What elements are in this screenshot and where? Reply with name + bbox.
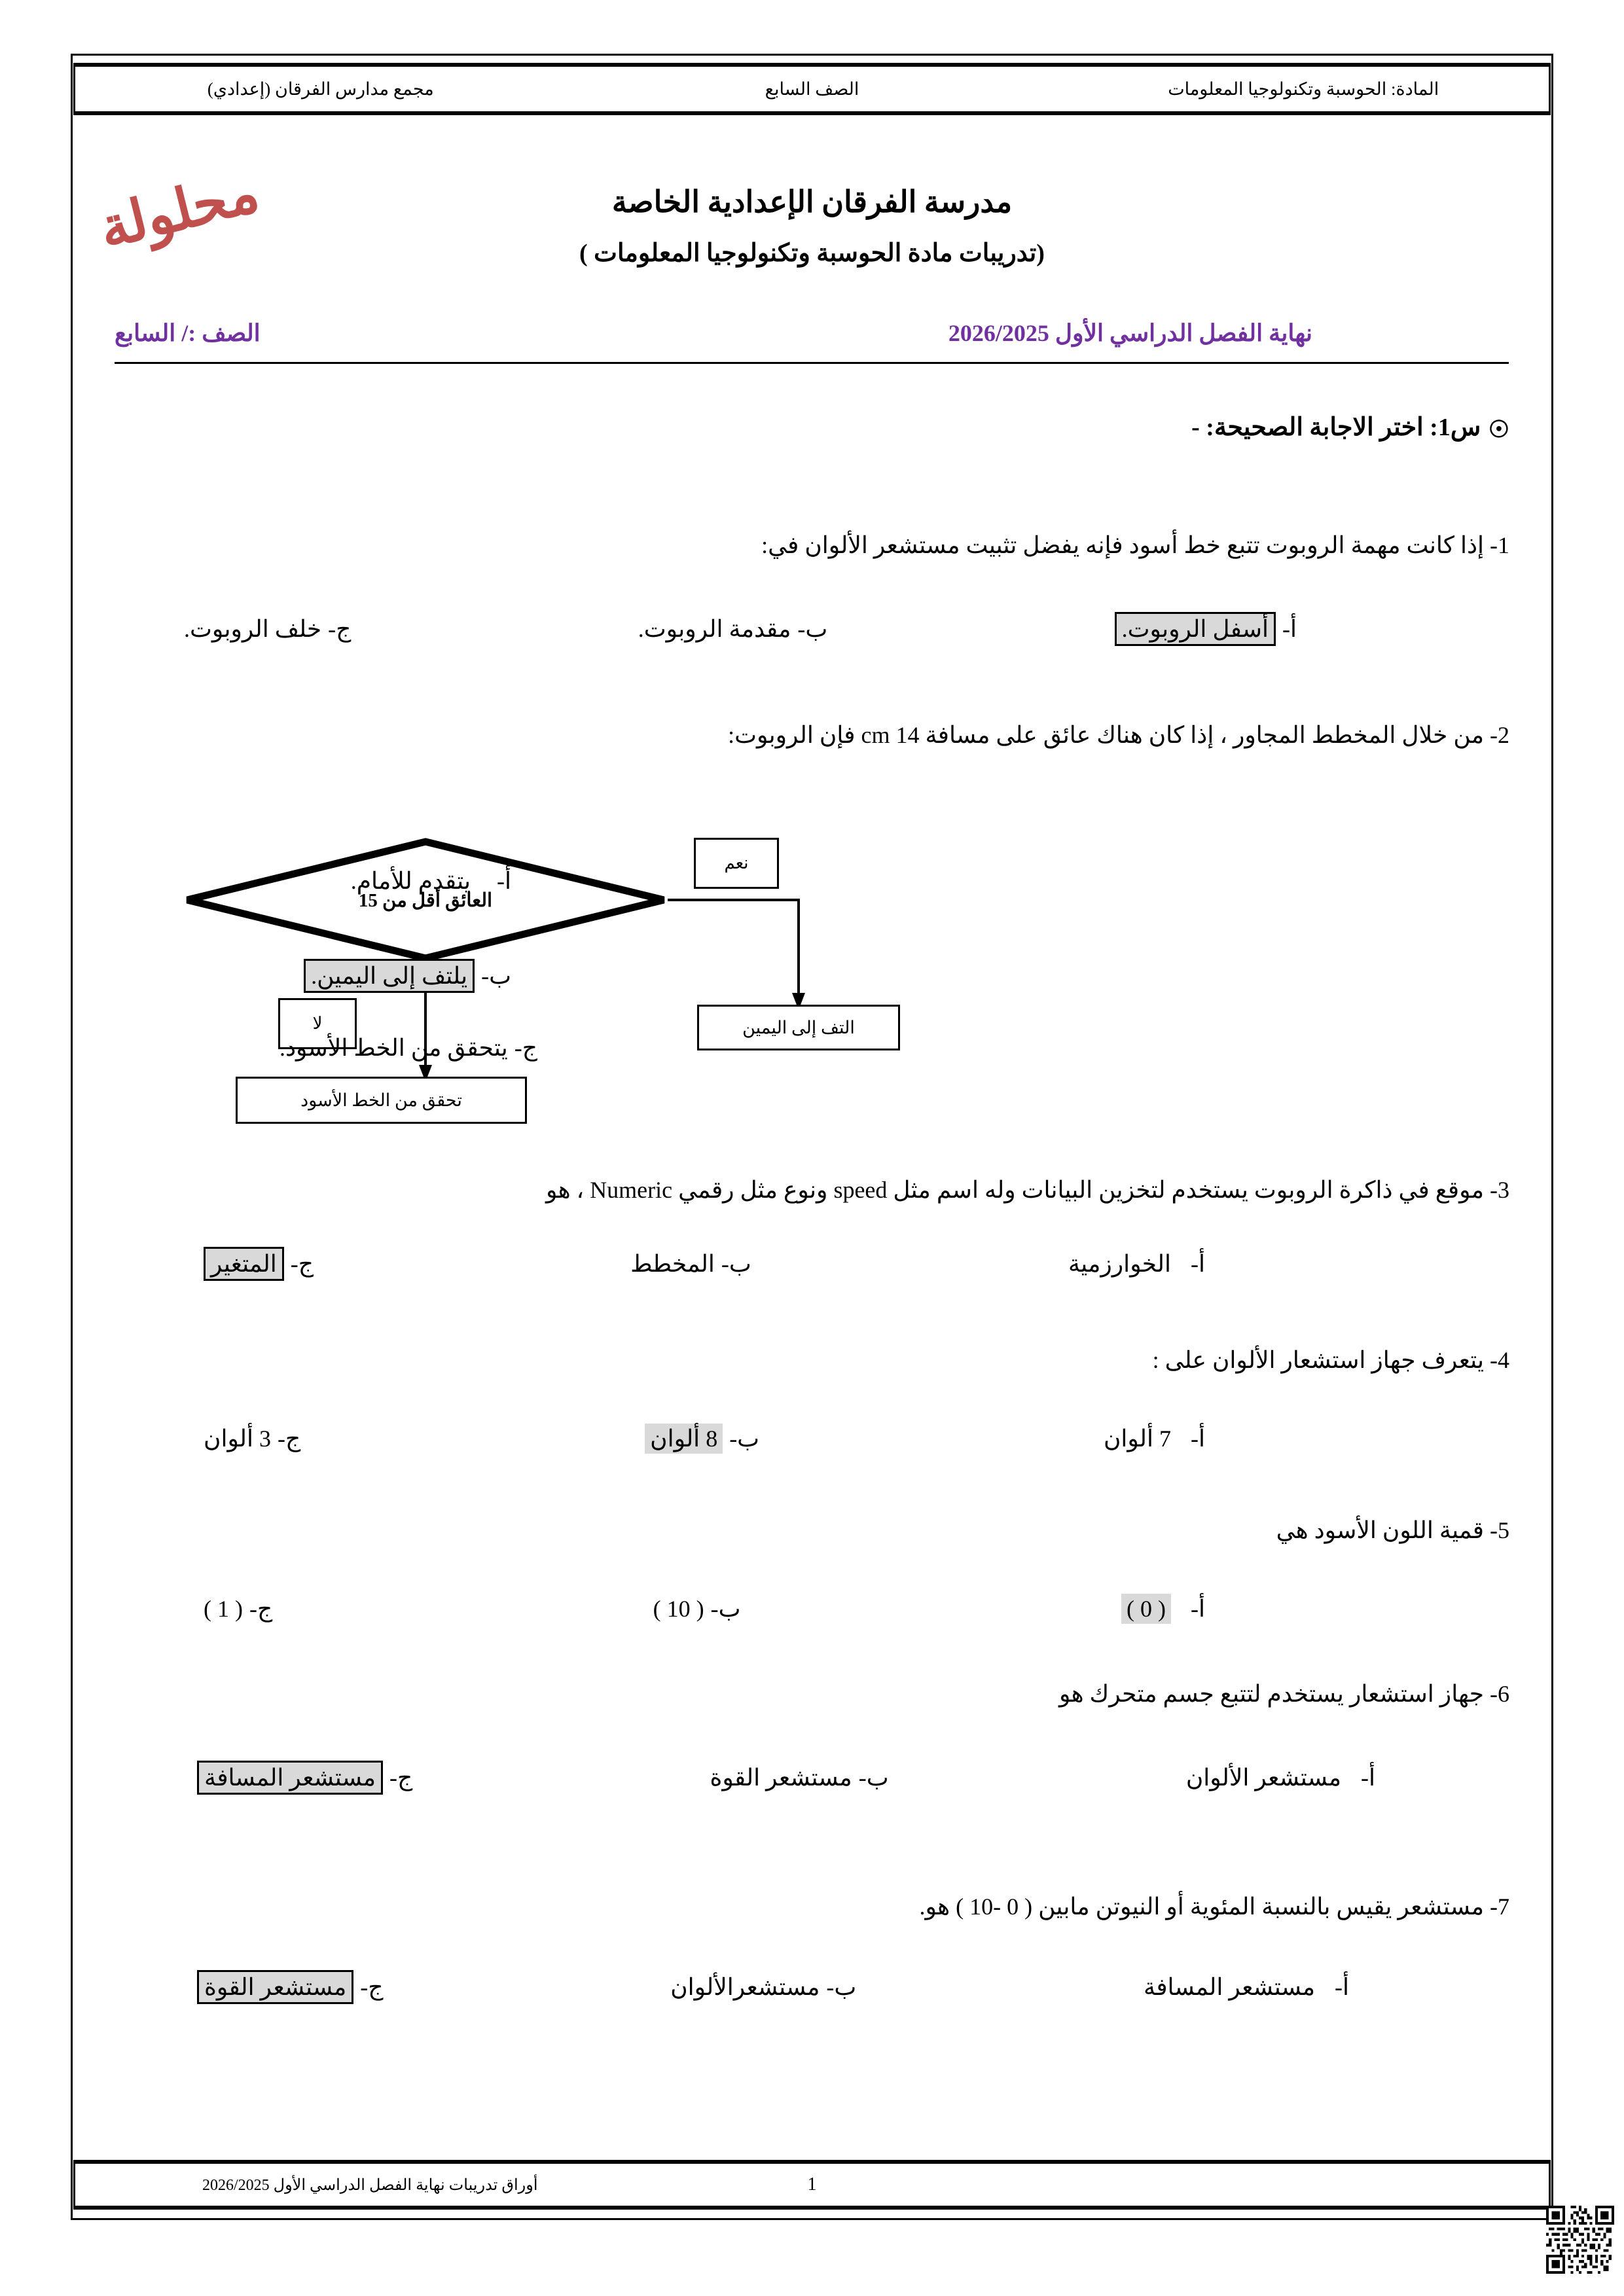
check-black-line-action-box: تحقق من الخط الأسود xyxy=(236,1077,527,1124)
option-row-item[interactable] xyxy=(1121,1594,1205,1624)
option-row-item[interactable] xyxy=(204,1247,314,1281)
option-value: 8 ألوان xyxy=(645,1424,723,1454)
option-value: مقدمة الروبوت. xyxy=(638,616,791,642)
turn-right-action-box: التف إلى اليمين xyxy=(697,1005,900,1050)
option-label: ب- xyxy=(797,616,828,642)
question-6-options xyxy=(197,1761,1375,1795)
option-label: ب- xyxy=(721,1251,751,1277)
decision-text: العائق أقل من 15 xyxy=(358,889,493,911)
option-row-item[interactable] xyxy=(1068,1250,1205,1278)
option-value: أسفل الروبوت. xyxy=(1115,612,1276,646)
page-number: 1 xyxy=(807,2174,817,2195)
option-label: ب- xyxy=(826,1974,857,2000)
option-value: المتغير xyxy=(204,1247,284,1281)
solved-stamp: محلولة xyxy=(93,160,265,260)
option-value: المخطط xyxy=(630,1251,715,1277)
pen-icon: ☉ xyxy=(1488,416,1509,443)
header-grade: الصف السابع xyxy=(765,79,859,99)
no-label-box: لا xyxy=(278,998,357,1049)
option-row-item[interactable] xyxy=(638,615,828,643)
grade-label: الصف :/ السابع xyxy=(115,320,261,346)
flowchart-diagram xyxy=(177,821,929,1116)
option-label: ج- xyxy=(328,616,352,642)
option-value: الخوارزمية xyxy=(1068,1251,1171,1277)
question-1-text: 1- إذا كانت مهمة الروبوت تتبع خط أسود فإنه يفضل تثبيت مستشعر الألوان في: xyxy=(761,532,1509,558)
option-row-item[interactable] xyxy=(645,1424,759,1454)
option-value: يتقدم للأمام. xyxy=(350,868,471,894)
option-label: أ- xyxy=(1191,1596,1205,1622)
decision-diamond xyxy=(183,838,668,962)
option-value: 3 ألوان xyxy=(204,1426,272,1452)
option-label: ب- xyxy=(729,1426,760,1452)
option-row-item[interactable] xyxy=(630,1250,751,1278)
question-6-text: 6- جهاز استشعار يستخدم لتتبع جسم متحرك هو xyxy=(1058,1681,1509,1707)
option-value: مستشعر المسافة xyxy=(197,1761,383,1795)
document-footer xyxy=(73,2160,1551,2210)
option-label: ج- xyxy=(249,1596,273,1622)
term-label: نهاية الفصل الدراسي الأول 2026/2025 xyxy=(948,320,1312,346)
option-row-item[interactable] xyxy=(1115,612,1297,646)
option-row-item[interactable] xyxy=(204,1595,272,1623)
option-value: مستشعر القوة xyxy=(710,1765,852,1791)
option-row-item[interactable] xyxy=(653,1595,741,1623)
question-7-options xyxy=(197,1970,1349,2004)
question-5-text: 5- قمية اللون الأسود هي xyxy=(1276,1517,1509,1543)
section-heading-text: س1: اختر الاجابة الصحيحة: - xyxy=(1191,414,1481,441)
qr-code xyxy=(1546,2206,1614,2274)
option-label: أ- xyxy=(1282,616,1297,642)
question-1-options xyxy=(184,612,1297,646)
question-4-text: 4- يتعرف جهاز استشعار الألوان على : xyxy=(1152,1347,1509,1373)
option-value: 7 ألوان xyxy=(1103,1426,1171,1452)
option-label: ب- xyxy=(481,963,511,989)
option-value: مستشعر المسافة xyxy=(1144,1974,1315,2000)
section-heading xyxy=(1191,412,1509,443)
option-row-item[interactable] xyxy=(670,1973,856,2001)
footer-title: أوراق تدريبات نهاية الفصل الدراسي الأول 2026/2025 xyxy=(202,2176,538,2194)
option-label: أ- xyxy=(1335,1974,1349,2000)
option-value: يلتف إلى اليمين. xyxy=(304,959,475,993)
option-row-item[interactable] xyxy=(1186,1764,1375,1791)
horizontal-divider xyxy=(115,362,1509,364)
yes-label-box: نعم xyxy=(694,838,779,889)
option-value: مستشعر الألوان xyxy=(1185,1765,1341,1791)
option-label: ج- xyxy=(389,1765,413,1791)
question-7-text: 7- مستشعر يقيس بالنسبة المئوية أو النيوتن مابين ( 0 -10 ) هو. xyxy=(919,1893,1509,1920)
subject-title: (تدريبات مادة الحوسبة وتكنولوجيا المعلومات ) xyxy=(579,240,1045,268)
question-3-text: 3- موقع في ذاكرة الروبوت يستخدم لتخزين البيانات وله اسم مثل speed ونوع مثل رقمي Numeric ، هو xyxy=(545,1177,1509,1203)
document-header xyxy=(73,63,1551,115)
option-row-item[interactable] xyxy=(710,1764,888,1791)
header-school-group: مجمع مدارس الفرقان (إعدادي) xyxy=(207,79,434,99)
question-2-option-a[interactable] xyxy=(351,867,511,895)
option-value: ( 0 ) xyxy=(1121,1594,1171,1624)
question-2-text: 2- من خلال المخطط المجاور ، إذا كان هناك عائق على مسافة 14 cm فإن الروبوت: xyxy=(728,722,1509,748)
option-value: مستشعرالألوان xyxy=(670,1974,820,2000)
option-value: ( 1 ) xyxy=(204,1596,243,1622)
option-row-item[interactable] xyxy=(197,1970,383,2004)
question-3-options xyxy=(204,1247,1205,1281)
option-label: ج- xyxy=(514,1035,537,1061)
title-block xyxy=(0,182,1624,270)
option-row-item[interactable] xyxy=(1144,1973,1349,2001)
header-subject: المادة: الحوسبة وتكنولوجيا المعلومات xyxy=(1168,79,1439,99)
option-row-item[interactable] xyxy=(204,1425,300,1452)
option-label: أ- xyxy=(1361,1765,1375,1791)
option-value: مستشعر القوة xyxy=(197,1970,353,2004)
term-row xyxy=(115,314,1509,352)
option-label: ج- xyxy=(278,1426,301,1452)
option-value: يتحقق من الخط الأسود. xyxy=(280,1035,508,1061)
option-row-item[interactable] xyxy=(197,1761,412,1795)
option-label: أ- xyxy=(1191,1251,1205,1277)
question-5-options xyxy=(204,1594,1205,1624)
option-label: ج- xyxy=(360,1974,384,2000)
option-label: أ- xyxy=(497,868,511,894)
option-label: ج- xyxy=(290,1251,314,1277)
option-label: ب- xyxy=(858,1765,889,1791)
option-value: خلف الروبوت. xyxy=(184,616,322,642)
option-row-item[interactable] xyxy=(1104,1425,1205,1452)
school-title: مدرسة الفرقان الإعدادية الخاصة xyxy=(611,185,1013,219)
option-value: ( 10 ) xyxy=(653,1596,704,1622)
question-4-options xyxy=(204,1424,1205,1454)
question-2-option-c[interactable] xyxy=(280,1034,537,1062)
option-row-item[interactable] xyxy=(184,615,351,643)
option-label: ب- xyxy=(710,1596,741,1622)
option-label: أ- xyxy=(1191,1426,1205,1452)
question-2-option-b[interactable] xyxy=(304,959,511,993)
